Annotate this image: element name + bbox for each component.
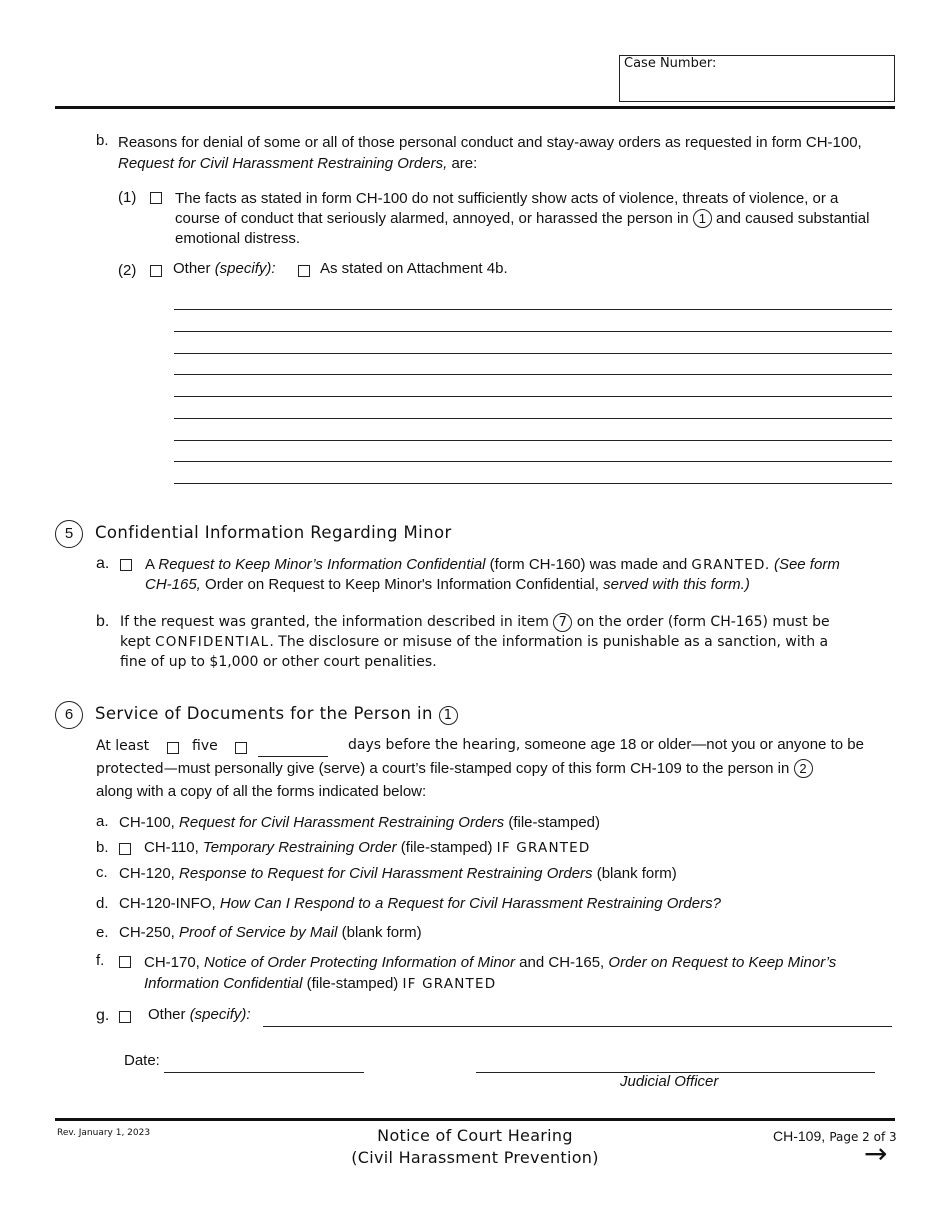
section-6-intro-line3: along with a copy of all the forms indicated below: bbox=[96, 783, 427, 800]
specify-line-3[interactable] bbox=[174, 353, 892, 354]
doc-c-text: CH-120, Response to Request for Civil Harassment Restraining Orders (blank form) bbox=[119, 865, 677, 882]
attachment-4b-label: As stated on Attachment 4b. bbox=[320, 260, 508, 277]
doc-b-checkbox[interactable] bbox=[119, 843, 131, 855]
section-5-number: 5 bbox=[55, 520, 83, 548]
header-rule bbox=[55, 106, 895, 109]
at-least-label: At least bbox=[96, 738, 150, 754]
section-6-number: 6 bbox=[55, 701, 83, 729]
option-1-number: (1) bbox=[118, 189, 137, 206]
section-5b-letter: b. bbox=[96, 613, 110, 630]
attachment-4b-checkbox[interactable] bbox=[298, 265, 310, 277]
doc-f-text: CH-170, Notice of Order Protecting Information of Minor and CH-165, Order on Request to Keep Minor’s Information Confidential (file-stamped) IF GRANTED bbox=[144, 954, 837, 992]
section-6-intro-line2: protected—must personally give (serve) a court’s file-stamped copy of this form CH-109 to the person in 2 bbox=[96, 759, 813, 778]
doc-a-letter: a. bbox=[96, 813, 109, 830]
doc-e-text: CH-250, Proof of Service by Mail (blank form) bbox=[119, 924, 422, 941]
option-1-checkbox[interactable] bbox=[150, 192, 162, 204]
option-2-number: (2) bbox=[118, 262, 137, 279]
doc-a-text: CH-100, Request for Civil Harassment Restraining Orders (file-stamped) bbox=[119, 814, 601, 831]
specify-line-7[interactable] bbox=[174, 440, 892, 441]
case-number-box[interactable] bbox=[619, 55, 895, 102]
date-input[interactable] bbox=[164, 1072, 364, 1073]
section-5a-text: A Request to Keep Minor’s Information Confidential (form CH-160) was made and GRANTED. (See form CH-165, Order on Request to Keep Minor's Information Confidential, served with this form.) bbox=[145, 556, 840, 593]
footer-rule bbox=[55, 1118, 895, 1121]
case-number-label: Case Number: bbox=[624, 56, 717, 71]
doc-g-checkbox[interactable] bbox=[119, 1011, 131, 1023]
section-5b-text: If the request was granted, the information described in item 7 on the order (form CH-165) must be kept CONFIDENTIAL. The disclosure or misuse of the information is punishable as a sanction, with a fine of up to $1,000 or other court penalities. bbox=[120, 614, 830, 670]
specify-line-9[interactable] bbox=[174, 483, 892, 484]
ref-1-icon: 1 bbox=[439, 706, 458, 725]
section-5-title: Confidential Information Regarding Minor bbox=[95, 523, 452, 542]
judicial-officer-label: Judicial Officer bbox=[620, 1073, 719, 1090]
specify-line-5[interactable] bbox=[174, 396, 892, 397]
section-6-title: Service of Documents for the Person in 1 bbox=[95, 704, 458, 725]
doc-f-letter: f. bbox=[96, 952, 105, 969]
custom-days-input[interactable] bbox=[258, 756, 328, 757]
option-2-other-label: Other (specify): bbox=[173, 260, 276, 277]
doc-b-letter: b. bbox=[96, 839, 109, 856]
custom-days-checkbox[interactable] bbox=[235, 742, 247, 754]
doc-d-letter: d. bbox=[96, 895, 109, 912]
section-6-intro-line1: days before the hearing, someone age 18 or older—not you or anyone to be bbox=[348, 736, 864, 753]
revision-date: Rev. January 1, 2023 bbox=[57, 1128, 151, 1138]
section-5a-checkbox[interactable] bbox=[120, 559, 132, 571]
doc-g-specify-input[interactable] bbox=[263, 1026, 892, 1027]
next-page-arrow-icon[interactable]: → bbox=[864, 1137, 888, 1170]
footer-title: Notice of Court Hearing (Civil Harassment Prevention) bbox=[351, 1126, 599, 1167]
specify-line-2[interactable] bbox=[174, 331, 892, 332]
form-page-id: CH-109, Page 2 of 3 bbox=[773, 1128, 897, 1144]
specify-line-6[interactable] bbox=[174, 418, 892, 419]
date-label: Date: bbox=[124, 1052, 160, 1069]
doc-d-text: CH-120-INFO, How Can I Respond to a Request for Civil Harassment Restraining Orders? bbox=[119, 895, 721, 912]
option-2-checkbox[interactable] bbox=[150, 265, 162, 277]
doc-c-letter: c. bbox=[96, 864, 108, 881]
ref-1-icon: 1 bbox=[693, 209, 712, 228]
five-days-checkbox[interactable] bbox=[167, 742, 179, 754]
ref-2-icon: 2 bbox=[794, 759, 813, 778]
doc-f-checkbox[interactable] bbox=[119, 956, 131, 968]
item-4b-letter: b. bbox=[96, 132, 109, 149]
doc-e-letter: e. bbox=[96, 924, 109, 941]
item-4b-text: Reasons for denial of some or all of those personal conduct and stay-away orders as requested in form CH-100, Request for Civil Harassment Restraining Orders, are: bbox=[118, 134, 862, 172]
doc-g-letter: g. bbox=[96, 1007, 110, 1024]
section-5a-letter: a. bbox=[96, 555, 110, 572]
specify-line-8[interactable] bbox=[174, 461, 892, 462]
doc-g-text: Other (specify): bbox=[148, 1006, 251, 1023]
option-1-text: The facts as stated in form CH-100 do not sufficiently show acts of violence, threats of violence, or a course of conduct that seriously alarmed, annoyed, or harassed the person in 1 and caused substantial emotional distress. bbox=[175, 190, 870, 247]
five-label: five bbox=[192, 738, 218, 754]
ref-7-icon: 7 bbox=[553, 613, 572, 632]
specify-line-4[interactable] bbox=[174, 374, 892, 375]
specify-line-1[interactable] bbox=[174, 309, 892, 310]
doc-b-text: CH-110, Temporary Restraining Order (file-stamped) IF GRANTED bbox=[144, 839, 591, 856]
